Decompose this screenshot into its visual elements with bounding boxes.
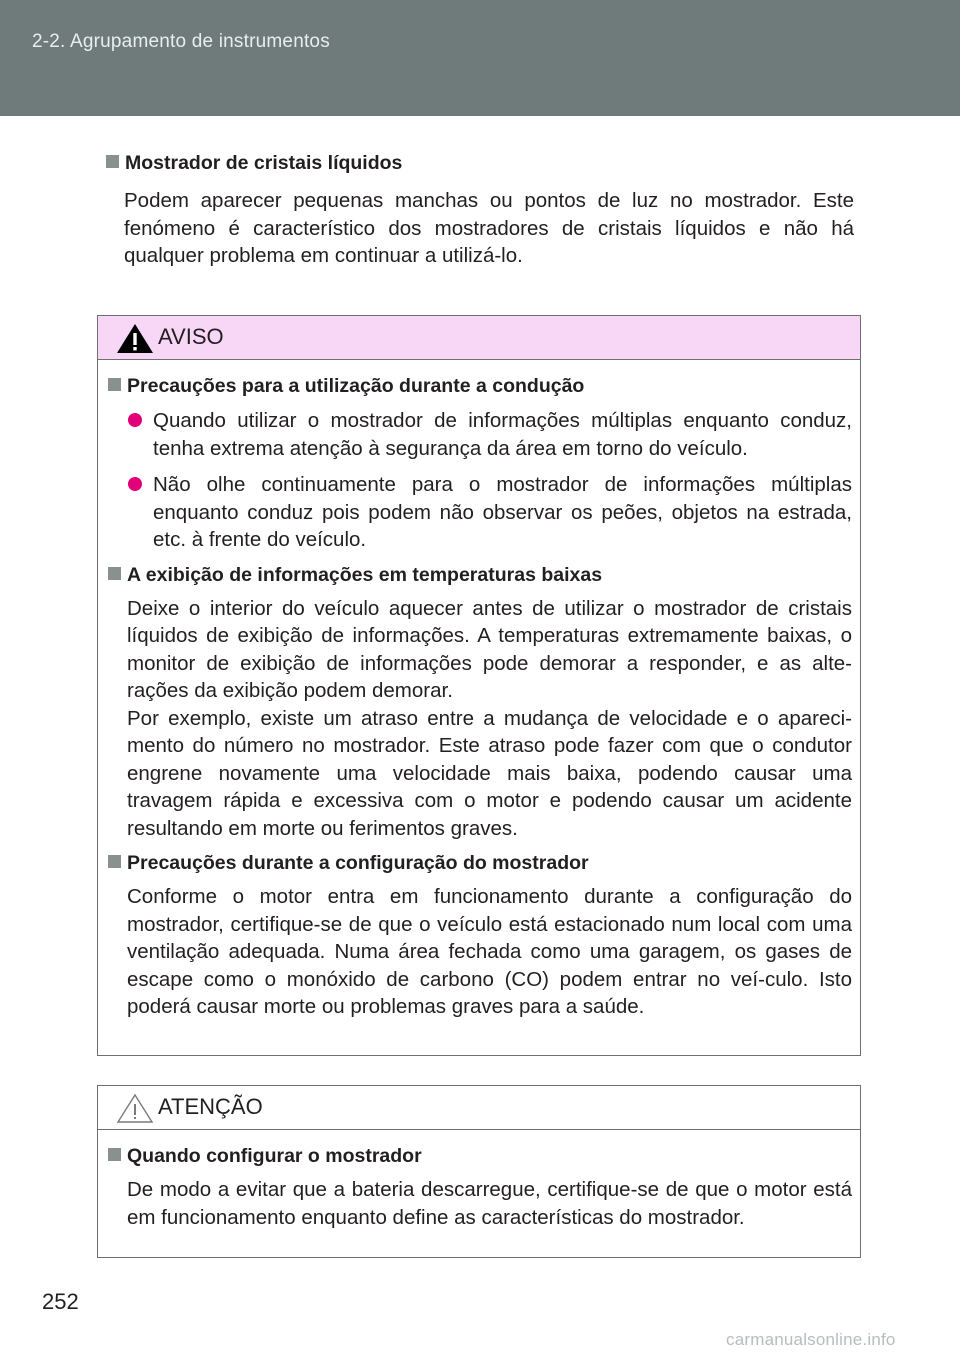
square-bullet-icon bbox=[108, 855, 121, 868]
circle-bullet-icon bbox=[128, 413, 142, 427]
square-bullet-icon bbox=[108, 1148, 121, 1161]
warning-body bbox=[98, 375, 860, 1021]
item-heading: Precauções para a utilização durante a condução bbox=[108, 375, 852, 398]
circle-bullet-icon bbox=[128, 477, 142, 491]
page-header bbox=[0, 0, 960, 116]
caution-triangle-icon bbox=[116, 1092, 154, 1124]
caution-body bbox=[98, 1145, 860, 1231]
section-title: 2-2. Agrupamento de instrumentos bbox=[32, 31, 330, 52]
warning-triangle-icon bbox=[116, 322, 154, 354]
caution-box bbox=[97, 1085, 861, 1258]
caution-title: ATENÇÃO bbox=[158, 1094, 263, 1119]
section-paragraph: Podem aparecer pequenas manchas ou pontos de luz no mostrador. Este fenómeno é característico dos mostradores de cristais líquidos e não há qualquer problema em continuar a utilizá-lo. bbox=[124, 189, 854, 267]
warning-item bbox=[108, 564, 852, 843]
warning-item bbox=[108, 375, 852, 554]
square-bullet-icon bbox=[106, 155, 119, 168]
warning-item bbox=[108, 852, 852, 1021]
warning-point: Não olhe continuamente para o mostrador de informações múltiplas enquanto conduz pois podem não observar os peões, objetos na estrada, etc. à frente do veículo. bbox=[128, 471, 852, 554]
item-paragraph: Por exemplo, existe um atraso entre a mudança de velocidade e o apareci-mento do número no mostrador. Este atraso pode fazer com que o condutor engrene novamente uma velocidade mais baixa, podendo causar uma travagem rápida e excessiva com o motor e podendo causar um acidente resultando em morte ou ferimentos graves. bbox=[127, 706, 852, 840]
lcd-section bbox=[106, 152, 854, 270]
warning-header bbox=[98, 316, 860, 360]
square-bullet-icon bbox=[108, 378, 121, 391]
watermark: carmanualsonline.info bbox=[726, 1330, 896, 1349]
item-heading: Quando configurar o mostrador bbox=[108, 1145, 852, 1168]
item-paragraph: Conforme o motor entra em funcionamento durante a configuração do mostrador, certifique-se de que o veículo está estacionado num local com uma ventilação adequada. Numa área fechada como uma garagem, os gases de escape como o monóxido de carbono (CO) podem entrar no veí-culo. Isto poderá causar morte ou problemas graves para a saúde. bbox=[127, 885, 852, 1018]
page-number: 252 bbox=[42, 1289, 79, 1314]
square-bullet-icon bbox=[108, 567, 121, 580]
warning-point: Quando utilizar o mostrador de informações múltiplas enquanto conduz, tenha extrema atenção à segurança da área em torno do veículo. bbox=[128, 407, 852, 462]
item-heading: A exibição de informações em temperaturas baixas bbox=[108, 564, 852, 587]
section-heading: Mostrador de cristais líquidos bbox=[106, 152, 854, 175]
item-paragraph: Deixe o interior do veículo aquecer antes de utilizar o mostrador de cristais líquidos de exibição de informações. A temperaturas extremamente baixas, o monitor de exibição de informações pode demorar a responder, e as alte-rações da exibição podem demorar. bbox=[127, 596, 852, 702]
caution-header bbox=[98, 1086, 860, 1130]
item-paragraph: De modo a evitar que a bateria descarregue, certifique-se de que o motor está em funcionamento enquanto define as características do mostrador. bbox=[127, 1178, 852, 1229]
warning-box bbox=[97, 315, 861, 1056]
caution-item bbox=[108, 1145, 852, 1231]
item-heading: Precauções durante a configuração do mostrador bbox=[108, 852, 852, 875]
warning-title: AVISO bbox=[158, 324, 224, 349]
